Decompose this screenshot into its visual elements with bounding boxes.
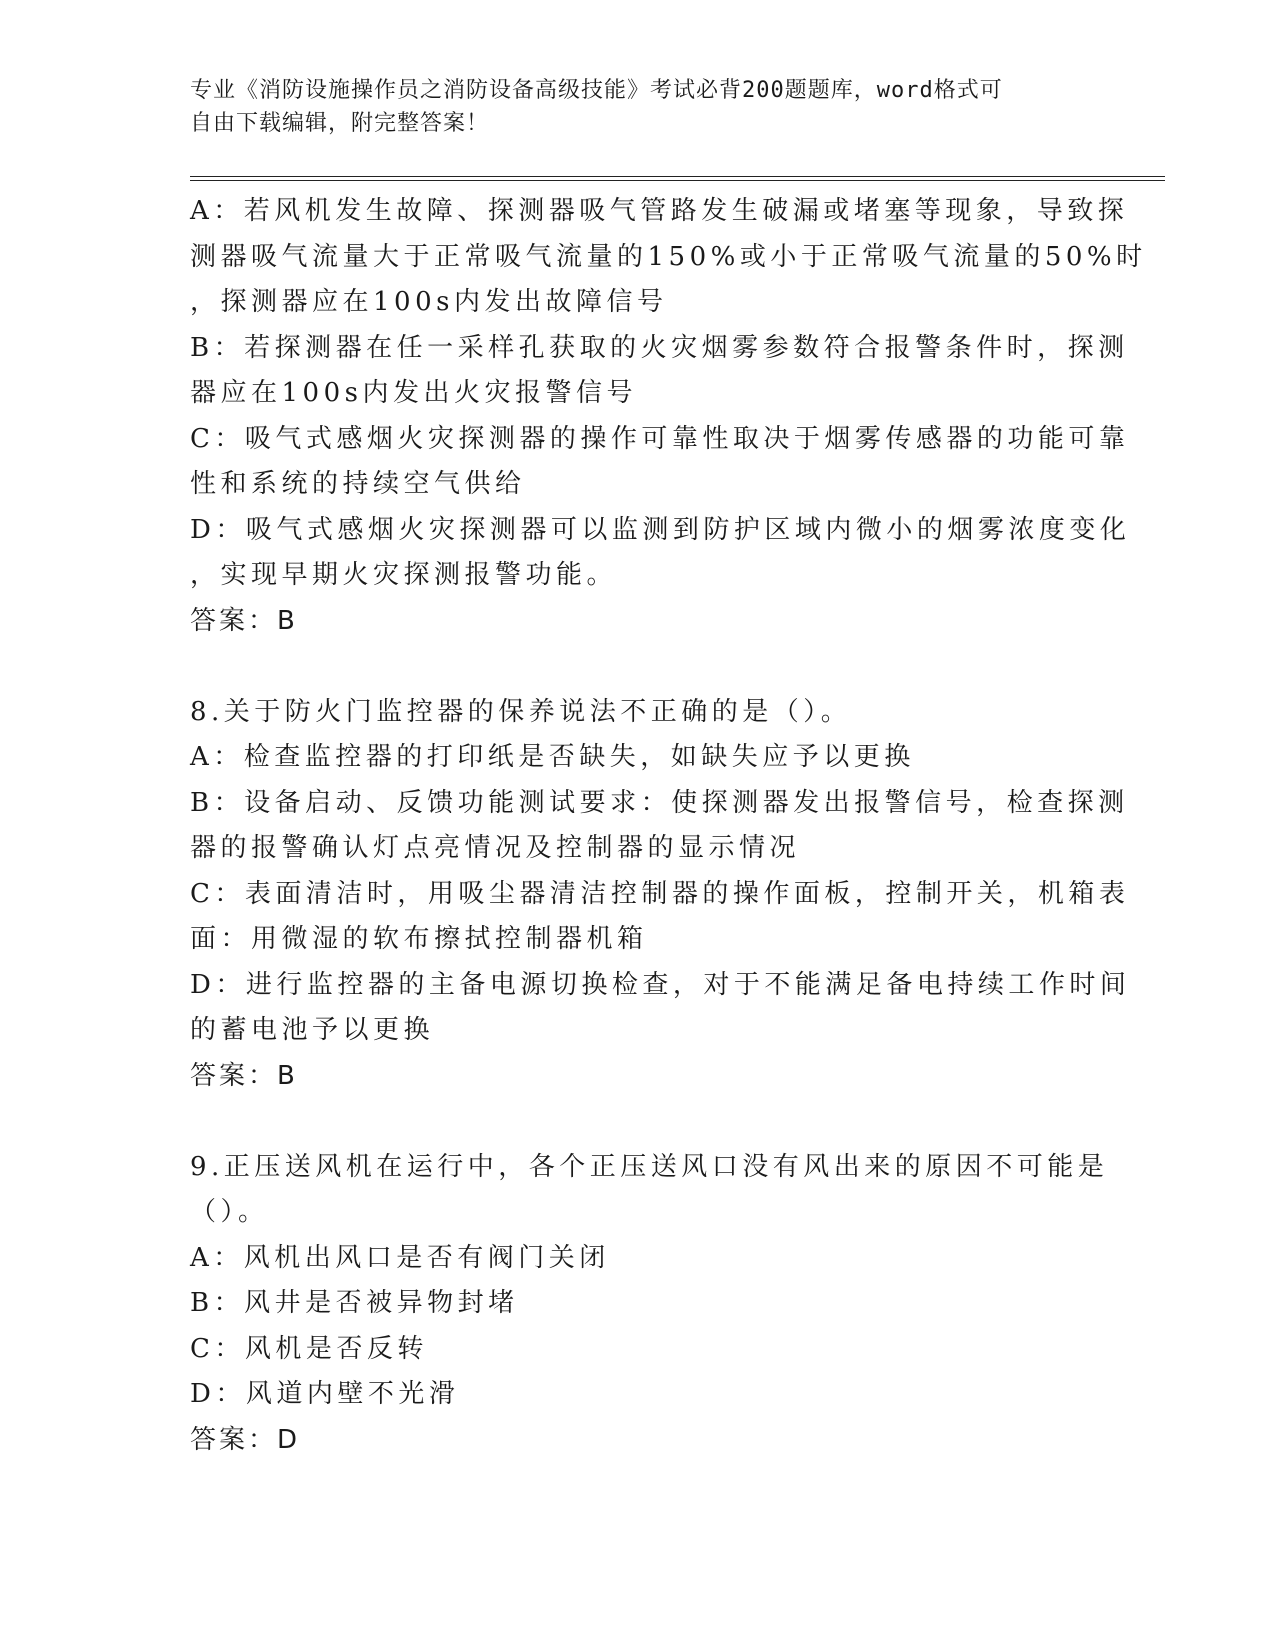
q8-option-b [190,781,1129,872]
q7-option-a-line-2: 测器吸气流量大于正常吸气流量的150%或小于正常吸气流量的50%时 [190,241,1147,272]
q7-option-b-line-1: B：若探测器在任一采样孔获取的火灾烟雾参数符合报警条件时，探测 [190,332,1129,363]
q9-option-d: D：风道内壁不光滑 [190,1379,460,1409]
q9-question-line-1: 9.正压送风机在运行中，各个正压送风口没有风出来的原因不可能是 [190,1151,1109,1182]
q7-option-a [190,189,1147,326]
header-title-line-2: 自由下载编辑，附完整答案！ [190,111,490,136]
q7-option-c-line-2: 性和系统的持续空气供给 [190,469,526,499]
question-8-block [190,690,1131,1100]
q8-option-b-line-2: 器的报警确认灯点亮情况及控制器的显示情况 [190,833,801,863]
q7-option-d-line-1: D：吸气式感烟火灾探测器可以监测到防护区域内微小的烟雾浓度变化 [190,514,1131,545]
q8-option-b-line-1: B：设备启动、反馈功能测试要求：使探测器发出报警信号，检查探测 [190,787,1129,818]
document-body [190,189,1147,1463]
q7-option-a-line-3: ，探测器应在100s内发出故障信号 [190,287,668,317]
q8-option-a [190,735,1090,781]
spacer [190,644,1090,690]
q8-option-c-line-1: C：表面清洁时，用吸尘器清洁控制器的操作面板，控制开关，机箱表 [190,878,1130,909]
q7-option-c [190,417,1130,508]
q8-option-c-line-2: 面：用微湿的软布擦拭控制器机箱 [190,924,648,954]
question-7-block [190,189,1147,644]
q7-option-b [190,326,1129,417]
q9-option-c: C：风机是否反转 [190,1333,428,1364]
q8-option-c [190,872,1130,963]
q8-option-d-line-2: 的蓄电池予以更换 [190,1015,435,1045]
q8-question: 8.关于防火门监控器的保养说法不正确的是（）。 [190,696,852,727]
q9-answer: 答案：D [190,1424,301,1455]
q7-option-c-line-1: C：吸气式感烟火灾探测器的操作可靠性取决于烟雾传感器的功能可靠 [190,423,1130,454]
q9-option-b: B：风井是否被异物封堵 [190,1288,519,1318]
q8-answer: 答案：B [190,1060,298,1091]
q7-answer: 答案：B [190,605,298,636]
q8-option-d [190,963,1131,1054]
q7-option-a-line-1: A：若风机发生故障、探测器吸气管路发生破漏或堵塞等现象，导致探 [190,196,1129,226]
header-title-line-1: 专业《消防设施操作员之消防设备高级技能》考试必背200题题库，word格式可 [190,78,1003,103]
q7-option-d [190,508,1131,599]
document-header [190,74,1090,140]
q8-option-d-line-1: D：进行监控器的主备电源切换检查，对于不能满足备电持续工作时间 [190,969,1131,1000]
spacer [190,1099,1090,1145]
q8-option-a-line-1: A：检查监控器的打印纸是否缺失，如缺失应予以更换 [190,742,915,772]
question-9-block [190,1145,1109,1464]
q9-option-a: A：风机出风口是否有阀门关闭 [190,1242,610,1273]
header-divider [190,176,1165,181]
q9-question-line-2: （）。 [190,1197,269,1227]
q7-option-d-line-2: ，实现早期火灾探测报警功能。 [190,560,618,590]
q7-option-b-line-2: 器应在100s内发出火灾报警信号 [190,378,637,408]
